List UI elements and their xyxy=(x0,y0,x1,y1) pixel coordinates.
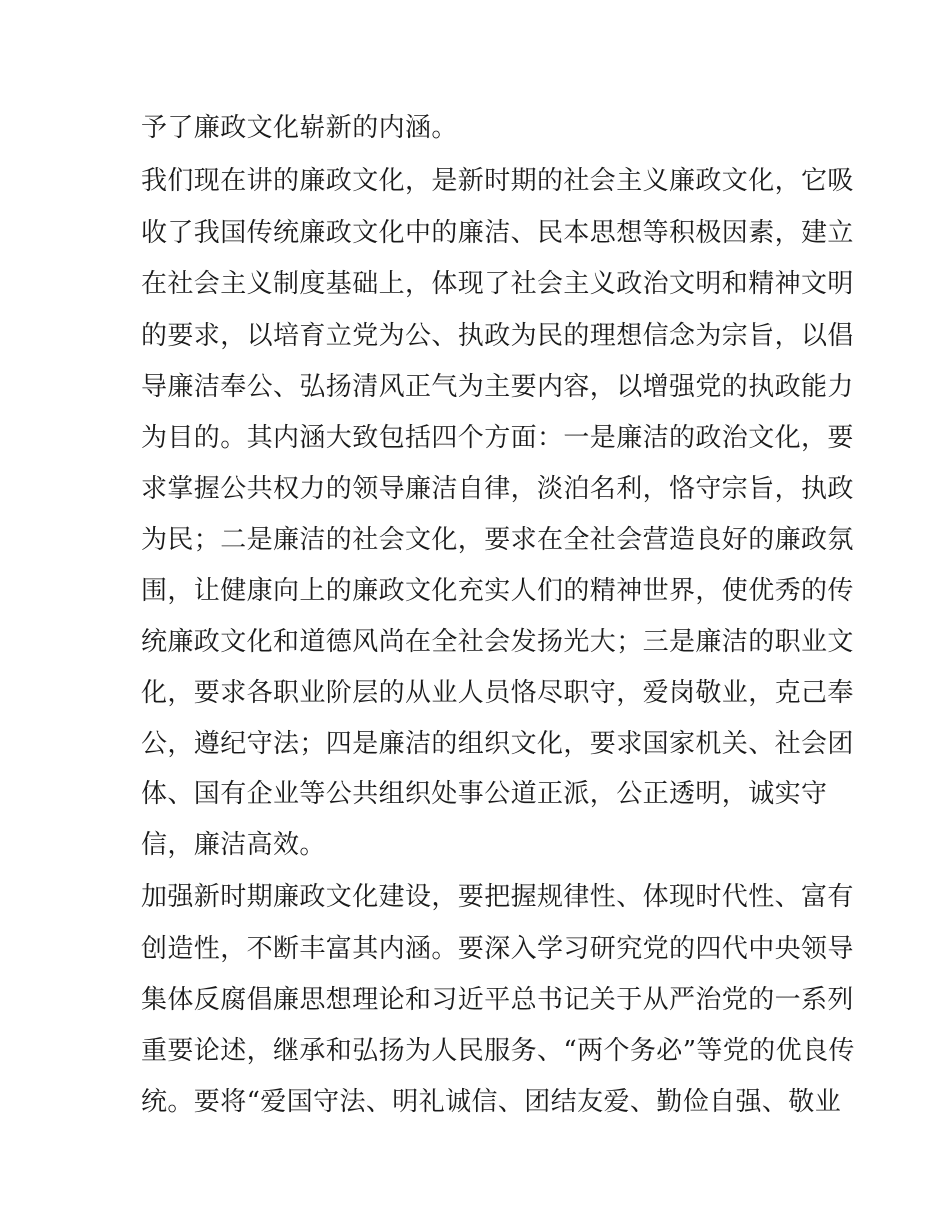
text-line: 的要求，以培育立党为公、执政为民的理想信念为宗旨，以倡 xyxy=(141,321,854,351)
text-line: 为目的。其内涵大致包括四个方面：一是廉洁的政治文化，要 xyxy=(141,423,854,453)
text-line: 围，让健康向上的廉政文化充实人们的精神世界，使优秀的传 xyxy=(141,576,854,606)
text-line: 予了廉政文化崭新的内涵。 xyxy=(141,113,458,143)
text-line: 在社会主义制度基础上，体现了社会主义政治文明和精神文明 xyxy=(141,269,854,299)
text-line: 加强新时期廉政文化建设，要把握规律性、体现时代性、富有 xyxy=(141,882,854,912)
text-line: 信，廉洁高效。 xyxy=(141,830,326,860)
text-line: 求掌握公共权力的领导廉洁自律，淡泊名利，恪守宗旨，执政 xyxy=(141,474,854,504)
text-line: 体、国有企业等公共组织处事公道正派，公正透明，诚实守 xyxy=(141,779,828,809)
text-line: 创造性，不断丰富其内涵。要深入学习研究党的四代中央领导 xyxy=(141,934,854,964)
text-line: 收了我国传统廉政文化中的廉洁、民本思想等积极因素，建立 xyxy=(141,218,854,248)
text-line: 公，遵纪守法；四是廉洁的组织文化，要求国家机关、社会团 xyxy=(141,729,854,759)
text-line: 化，要求各职业阶层的从业人员恪尽职守，爱岗敬业，克己奉 xyxy=(141,678,854,708)
text-line: 重要论述，继承和弘扬为人民服务、“两个务必”等党的优良传 xyxy=(141,1036,855,1066)
text-line: 集体反腐倡廉思想理论和习近平总书记关于从严治党的一系列 xyxy=(141,985,854,1015)
text-line: 统。要将“爱国守法、明礼诚信、团结友爱、勤俭自强、敬业 xyxy=(141,1087,842,1117)
text-line: 统廉政文化和道德风尚在全社会发扬光大；三是廉洁的职业文 xyxy=(141,627,854,657)
text-line: 我们现在讲的廉政文化，是新时期的社会主义廉政文化，它吸 xyxy=(141,166,854,196)
text-line: 为民；二是廉洁的社会文化，要求在全社会营造良好的廉政氛 xyxy=(141,525,854,555)
text-line: 导廉洁奉公、弘扬清风正气为主要内容，以增强党的执政能力 xyxy=(141,372,854,402)
